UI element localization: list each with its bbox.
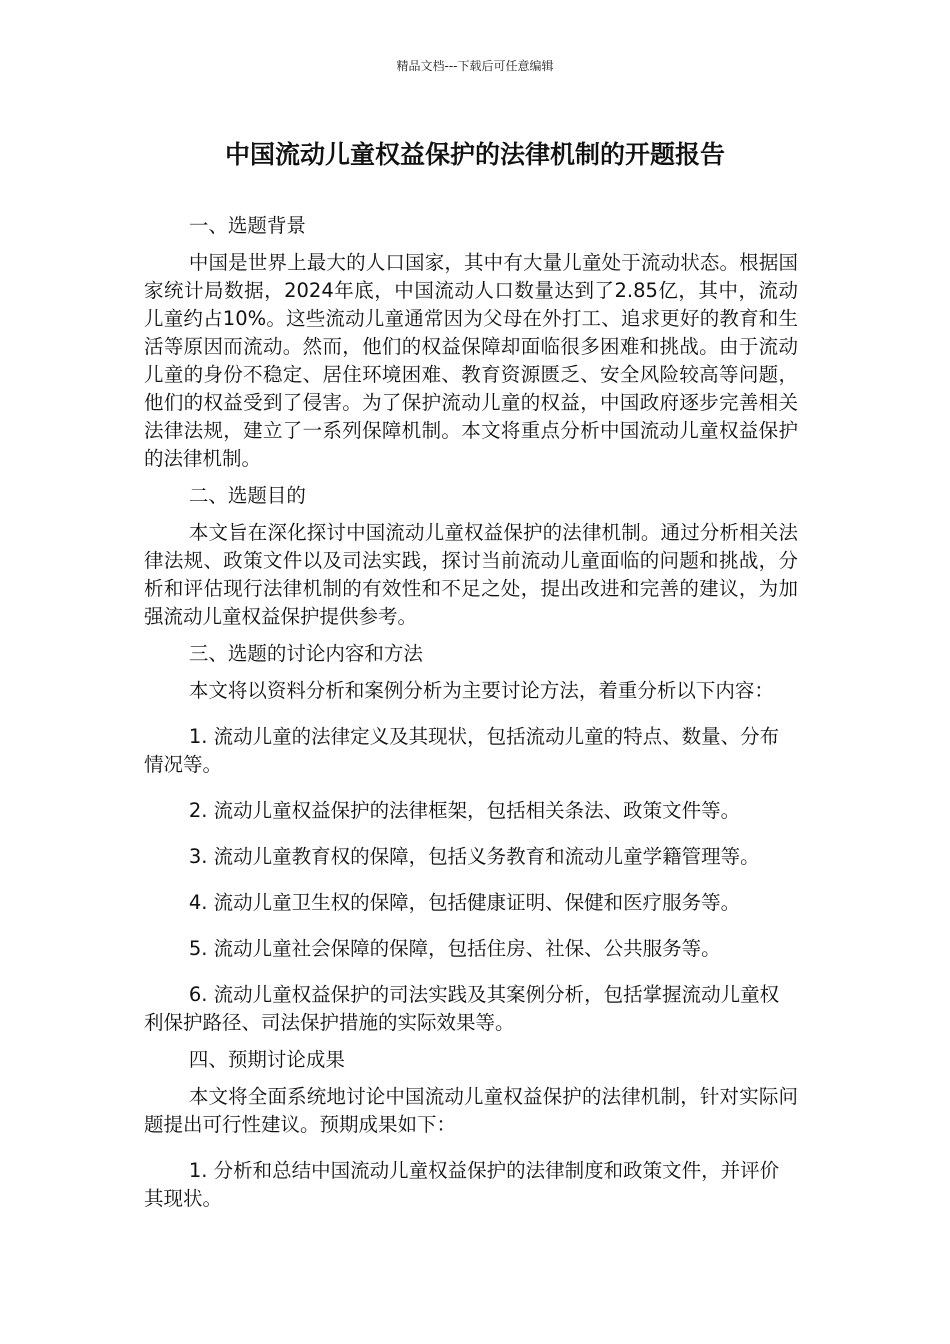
page-title: 中国流动儿童权益保护的法律机制的开题报告: [224, 140, 725, 169]
list-item: 5. 流动儿童社会保障的保障，包括住房、社保、公共服务等。: [188, 937, 721, 960]
list-item: 2. 流动儿童权益保护的法律框架，包括相关条法、政策文件等。: [188, 799, 741, 822]
list-item: 6. 流动儿童权益保护的司法实践及其案例分析，包括掌握流动儿童权利保护路径、司法保护措施的实际效果等。: [144, 983, 780, 1034]
list-item: 1. 分析和总结中国流动儿童权益保护的法律制度和政策文件，并评价其现状。: [144, 1159, 780, 1210]
expected-results-paragraph: 本文将全面系统地讨论中国流动儿童权益保护的法律机制，针对实际问题提出可行性建议。预期成果如下：: [144, 1085, 798, 1136]
header-note: 精品文档---下载后可任意编辑: [396, 59, 554, 73]
section-heading-purpose: 二、选题目的: [188, 484, 306, 507]
content-method-paragraph: 本文将以资料分析和案例分析为主要讨论方法，着重分析以下内容：: [188, 679, 774, 702]
section-heading-expected-results: 四、预期讨论成果: [188, 1048, 345, 1071]
list-item: 4. 流动儿童卫生权的保障，包括健康证明、保健和医疗服务等。: [188, 891, 741, 914]
purpose-paragraph: 本文旨在深化探讨中国流动儿童权益保护的法律机制。通过分析相关法律法规、政策文件以及司法实践，探讨当前流动儿童面临的问题和挑战，分析和评估现行法律机制的有效性和不足之处，提出改进和完善的建议，为加强流动儿童权益保护提供参考。: [144, 521, 798, 628]
document-body: [144, 212, 798, 1222]
background-paragraph: 中国是世界上最大的人口国家，其中有大量儿童处于流动状态。根据国家统计局数据，2024年底，中国流动人口数量达到了2.85亿，其中，流动儿童约占10%。这些流动儿童通常因为父母在外打工、追求更好的教育和生活等原因而流动。然而，他们的权益保障却面临很多困难和挑战。由于流动儿童的身份不稳定、居住环境困难、教育资源匮乏、安全风险较高等问题，他们的权益受到了侵害。为了保护流动儿童的权益，中国政府逐步完善相关法律法规，建立了一系列保障机制。本文将重点分析中国流动儿童权益保护的法律机制。: [144, 251, 798, 470]
section-heading-content-method: 三、选题的讨论内容和方法: [188, 642, 423, 665]
section-heading-background: 一、选题背景: [188, 214, 306, 237]
list-item: 3. 流动儿童教育权的保障，包括义务教育和流动儿童学籍管理等。: [188, 845, 760, 868]
list-item: 1. 流动儿童的法律定义及其现状，包括流动儿童的特点、数量、分布情况等。: [144, 725, 780, 776]
